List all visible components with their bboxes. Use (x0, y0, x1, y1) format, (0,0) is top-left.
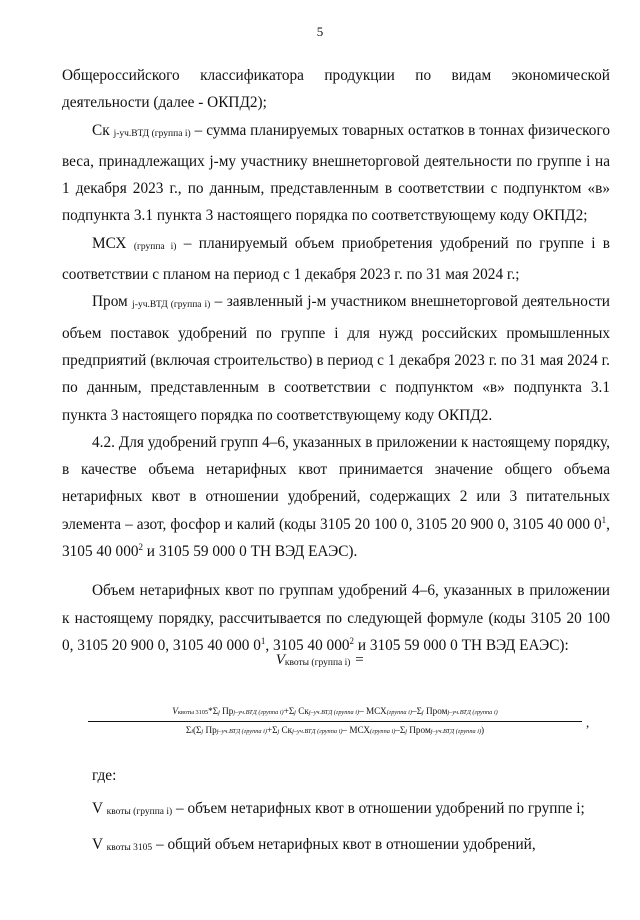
term-msh-subscript: (группа i) (133, 241, 177, 252)
definitions-section (62, 762, 610, 862)
num-t5: – МСХ (359, 706, 387, 716)
term-sk-subscript: j-уч.ВТД (группа i) (113, 128, 191, 139)
formula-denominator (88, 723, 582, 739)
num-t3: +Σ (283, 706, 295, 716)
num-t2: Пр (219, 706, 234, 716)
num-t4: Ск (295, 706, 309, 716)
num-t7: Пром (423, 706, 448, 716)
formula-equals: = (350, 652, 365, 668)
den-s2: j–уч.ВТД (группа i) (216, 728, 267, 735)
footnote-mark-1b: 1 (260, 635, 266, 646)
formula-numerator (88, 704, 582, 720)
definition-sk-text: – сумма планируемых товарных остатков в тоннах физического веса, принадлежащих j-му участнику внешнеторговой деятельности по группе i на 1 декабря 2023 г., по данным, представленным в соответствии с подпунктом «в» подпункта 3.1 пункта 3 настоящего порядка по соответствующему коду ОКПД2; (62, 121, 610, 225)
num-s1: j (218, 709, 220, 716)
term-msh: МСХ (92, 234, 127, 252)
paragraph-sk-definition (62, 117, 610, 230)
where-label: где: (92, 767, 117, 784)
page-number: 5 (316, 24, 324, 39)
footnote-mark-1: 1 (601, 514, 607, 525)
footnote-mark-2b: 2 (349, 635, 354, 646)
num-s7: j–уч.ВТД (группа i) (447, 709, 498, 716)
footnote-mark-2: 2 (138, 541, 143, 552)
den-t7: Пром (407, 725, 431, 735)
num-s5: (группа i) (386, 709, 412, 716)
den-s7: j–уч.ВТД (группа i) (430, 728, 482, 735)
formula-lhs-subscript: квоты (группа i) (284, 658, 351, 668)
num-s4: j–уч.ВТД (группа i) (308, 709, 360, 716)
paragraph-okpd2: Общероссийского классификатора продукции по видам экономической деятельности (далее - ОКПД2); (62, 67, 610, 112)
num-s2: j–уч.ВТД (группа i) (233, 709, 284, 716)
definition-prom-text: – заявленный j-м участником внешнеторговой деятельности объем поставок удобрений по группе i для нужд российских промышленных предприятий (включая строительство) в период с 1 декабря 2023 г. по 31 мая 2024 г. по данным, представленным в соответствии с подпунктом «в» подпункта 3.1 пункта 3 настоящего порядка по соответствующему коду ОКПД2. (62, 293, 610, 424)
term-sk: Ск (92, 121, 110, 139)
def2-lead: V (92, 835, 103, 853)
paragraph-4-2-text-b: , 3105 40 000 (62, 515, 610, 561)
formula-comma: , (586, 715, 590, 730)
term-prom: Пром (92, 293, 128, 311)
definition-v-kvoty-group (62, 795, 610, 826)
num-v: V (172, 706, 178, 716)
den-s0: i (191, 728, 193, 735)
den-t4: Ск (279, 725, 293, 735)
num-t6: –Σ (411, 706, 422, 716)
document-body (62, 62, 610, 659)
paragraph-formula-intro (62, 577, 610, 659)
den-t2: Пр (203, 725, 217, 735)
formula-intro-text-b: , 3105 40 000 (265, 636, 350, 654)
den-s3: j (277, 728, 280, 735)
paragraph-msh-definition (62, 230, 610, 289)
paragraph-4-2-text-c: и 3105 59 000 0 ТН ВЭД ЕАЭС). (142, 543, 358, 561)
den-t6: –Σ (395, 725, 406, 735)
den-s6: j (405, 728, 407, 735)
den-t5: – МСХ (342, 725, 371, 735)
num-s6: j (421, 709, 424, 716)
def2-text: – общий объем нетарифных квот в отношении удобрений, (152, 835, 536, 853)
formula-lhs-v: V (275, 652, 285, 668)
paragraph-prom-definition (62, 288, 610, 428)
den-s1: j (201, 728, 204, 735)
def1-lead: V (92, 800, 103, 818)
formula-intro-text-c: и 3105 59 000 0 ТН ВЭД ЕАЭС): (354, 636, 569, 654)
paragraph-4-2 (62, 429, 610, 565)
definition-v-kvoty-3105 (62, 831, 610, 862)
num-s3: j (294, 709, 296, 716)
def1-text: – объем нетарифных квот в отношении удобрений по группе i; (172, 800, 585, 818)
den-t8: ) (481, 725, 485, 735)
den-s4: j–уч.ВТД (группа i) (292, 728, 343, 735)
den-t3: +Σ (266, 725, 278, 735)
fraction-bar (88, 721, 582, 722)
term-prom-subscript: j-уч.ВТД (группа i) (132, 300, 211, 311)
definition-msh-text: – планируемый объем приобретения удобрений по группе i в соответствии с планом на период с 1 декабря 2023 г. по 31 мая 2024 г.; (62, 234, 611, 284)
paragraph-4-2-text-a: 4.2. Для удобрений групп 4–6, указанных в приложении к настоящему порядку, в качестве объема нетарифных квот принимается значение общего объема нетарифных квот в отношении удобрений, содержащих 2 или 3 питательных элемента – азот, фосфор и калий (коды 3105 20 100 0, 3105 20 900 0, 3105 40 000 0 (62, 433, 610, 533)
formula-intro-text-a: Объем нетарифных квот по группам удобрений 4–6, указанных в приложении к настоящему порядку, рассчитывается по следующей формуле (коды 3105 20 100 0, 3105 20 900 0, 3105 40 000 0 (62, 582, 610, 654)
den-t1: (Σ (192, 725, 202, 735)
den-t0: Σ (185, 725, 192, 735)
formula-fraction (88, 704, 582, 739)
formula-lhs (0, 652, 640, 669)
def1-subscript: квоты (группа i) (106, 807, 173, 818)
def2-subscript: квоты 3105 (106, 842, 153, 853)
num-t1: *Σ (208, 706, 219, 716)
den-s5: (группа i) (370, 728, 396, 735)
num-v-sub: квоты 3105 (177, 709, 209, 716)
